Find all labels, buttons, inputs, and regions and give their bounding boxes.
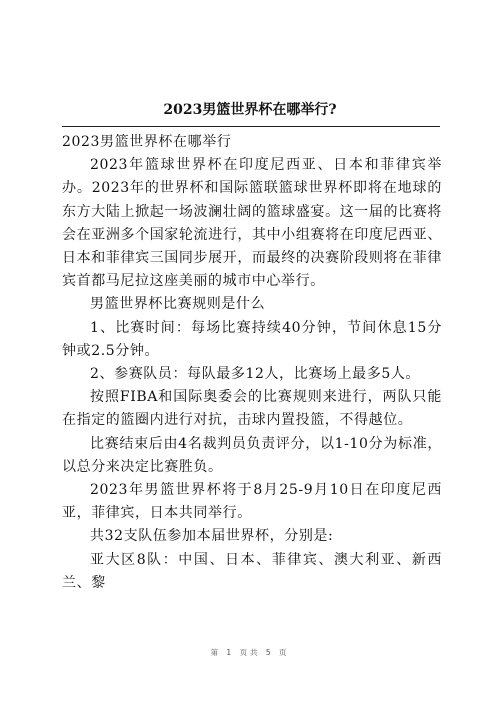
- paragraph-rule-time: 1、比赛时间：每场比赛持续40分钟，节间休息15分钟或2.5分钟。: [62, 319, 442, 359]
- document-title: 2023男篮世界杯在哪举行?: [163, 102, 337, 118]
- document-body: [62, 131, 442, 595]
- page-indicator: 第 1 页共 5 页: [210, 648, 290, 657]
- paragraph-teams-count: 共32支队伍参加本届世界杯，分别是:: [90, 528, 334, 545]
- paragraph-dates: 2023年男篮世界杯将于8月25-9月10日在印度尼西亚，菲律宾，日本共同举行。: [62, 482, 442, 522]
- paragraph-rule-fiba: 按照FIBA和国际奥委会的比赛规则来进行，两队只能在指定的篮圈内进行对抗，击球内置投篮，不得越位。: [62, 389, 442, 429]
- document-subtitle: 2023男篮世界杯在哪举行: [62, 134, 232, 150]
- section-heading-rules: 男篮世界杯比赛规则是什么: [90, 296, 266, 313]
- paragraph-rule-players: 2、参赛队员：每队最多12人，比赛场上最多5人。: [90, 366, 421, 383]
- paragraph-rule-scoring: 比赛结束后由4名裁判员负责评分，以1-10分为标准，以总分来决定比赛胜负。: [62, 435, 442, 475]
- paragraph-asia-teams: 亚大区8队：中国、日本、菲律宾、澳大利亚、新西兰、黎: [62, 551, 442, 591]
- title-divider: [62, 126, 440, 127]
- paragraph-intro: 2023年篮球世界杯在印度尼西亚、日本和菲律宾举办。2023年的世界杯和国际篮联篮球世界杯即将在地球的东方大陆上掀起一场波澜壮阔的篮球盛宴。这一届的比赛将会在亚洲多个国家轮流进行，其中小组赛将在印度尼西亚、日本和菲律宾三国同步展开，而最终的决赛阶段则将在菲律宾首都马尼拉这座美丽的城市中心举行。: [62, 157, 442, 290]
